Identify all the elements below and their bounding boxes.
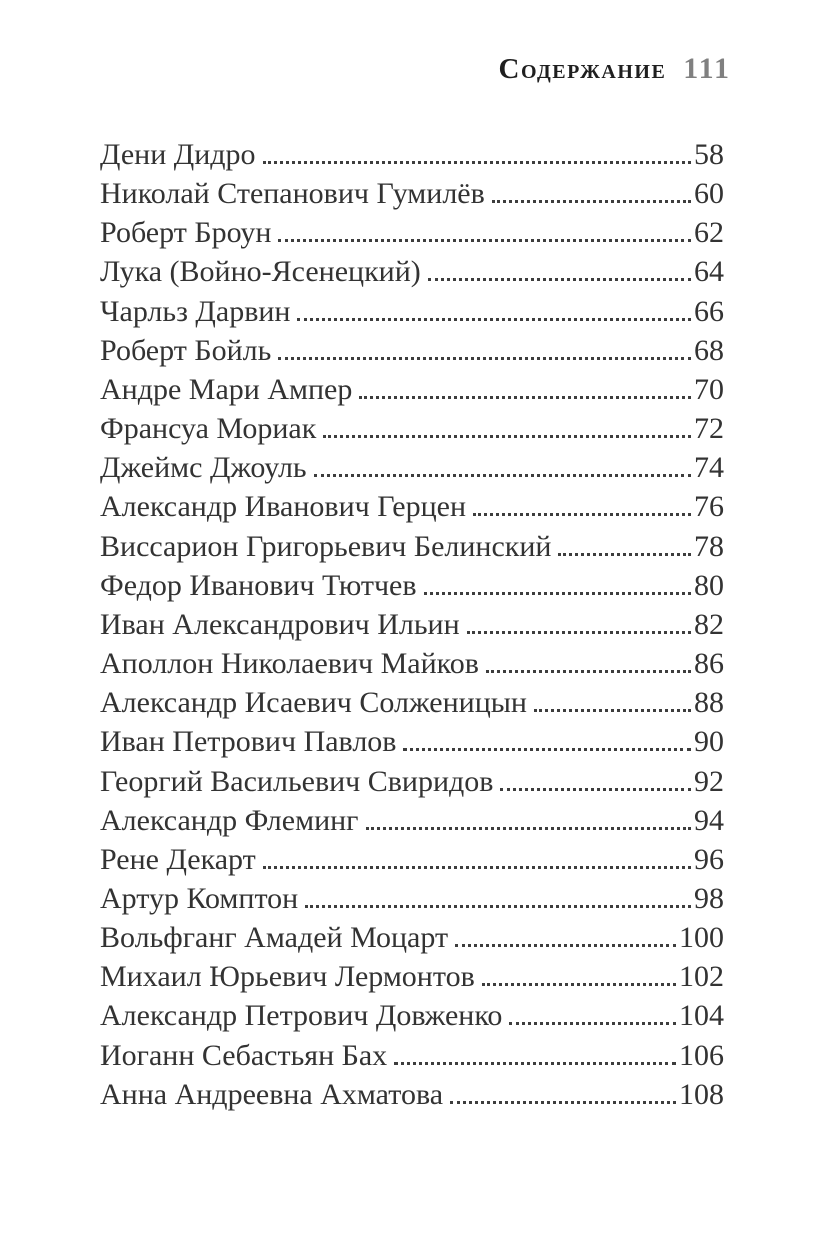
dot-leader [450,1097,676,1104]
toc-entry-title: Иван Александрович Ильин [100,607,460,641]
toc-entry-page: 102 [679,960,724,994]
toc-entry-title: Анна Андреевна Ахматова [100,1077,444,1111]
toc-entry-title: Николай Степанович Гумилёв [100,177,485,211]
dot-leader [492,196,691,203]
toc-entry-title: Рене Декарт [100,842,256,876]
dot-leader [297,314,691,321]
dot-leader [424,588,691,595]
toc-entry[interactable] [100,683,724,722]
toc-entry-title: Федор Иванович Тютчев [100,568,417,602]
toc-entry-title: Чарльз Дарвин [100,294,291,328]
toc-entry-page: 88 [694,686,724,720]
toc-entry[interactable] [100,762,724,801]
toc-entry-page: 100 [679,921,724,955]
toc-entry[interactable] [100,370,724,409]
toc-entry-page: 94 [694,803,724,837]
toc-entry-page: 104 [679,999,724,1033]
page-header-number: 111 [683,52,731,85]
toc-entry-page: 80 [694,568,724,602]
toc-entry[interactable] [100,135,724,174]
toc-entry-page: 108 [679,1077,724,1111]
dot-leader [323,431,691,438]
toc-entry-title: Джеймс Джоуль [100,451,307,485]
toc-entry[interactable] [100,1036,724,1075]
dot-leader [263,157,691,164]
toc-entry-page: 98 [694,881,724,915]
toc-entry-title: Дени Дидро [100,138,256,171]
toc-entry[interactable] [100,957,724,996]
dot-leader [314,470,691,477]
toc-entry-page: 92 [694,764,724,798]
toc-entry-title: Александр Петрович Довженко [100,999,503,1033]
toc-entry-page: 82 [694,607,724,641]
toc-entry[interactable] [100,722,724,761]
toc-entry-title: Роберт Броун [100,216,272,250]
toc-entry-title: Иван Петрович Павлов [100,725,397,759]
dot-leader [359,392,691,399]
toc-entry[interactable] [100,605,724,644]
dot-leader [263,862,691,869]
toc-entry[interactable] [100,292,724,331]
toc-entry[interactable] [100,409,724,448]
toc-entry-title: Артур Комптон [100,881,299,915]
dot-leader [473,509,691,516]
toc-entry[interactable] [100,527,724,566]
toc-entry[interactable] [100,918,724,957]
toc-entry-title: Андре Мари Ампер [100,372,353,406]
toc-entry[interactable] [100,879,724,918]
dot-leader [467,627,691,634]
toc-entry-page: 90 [694,725,724,759]
toc-entry-page: 68 [694,333,724,367]
page-header-title: Содержание [498,53,667,85]
toc-entry-title: Александр Иванович Герцен [100,490,467,524]
toc-entry[interactable] [100,840,724,879]
toc-entry[interactable] [100,213,724,252]
dot-leader [278,353,691,360]
toc-list [100,135,724,1114]
dot-leader [394,1058,676,1065]
toc-entry-title: Михаил Юрьевич Лермонтов [100,960,475,994]
toc-entry[interactable] [100,1075,724,1114]
toc-entry-page: 70 [694,372,724,406]
toc-entry[interactable] [100,487,724,526]
dot-leader [509,1018,676,1025]
toc-entry-page: 74 [694,451,724,485]
toc-entry[interactable] [100,996,724,1035]
toc-entry-page: 78 [694,529,724,563]
toc-entry-page: 76 [694,490,724,524]
dot-leader [482,979,676,986]
toc-entry-title: Александр Флеминг [100,803,359,837]
toc-entry-page: 96 [694,842,724,876]
page-header [100,52,731,86]
toc-entry-page: 106 [679,1038,724,1072]
toc-entry[interactable] [100,801,724,840]
toc-entry-page: 66 [694,294,724,328]
toc-entry-page: 60 [694,177,724,211]
toc-entry-page: 86 [694,647,724,681]
toc-entry-title: Вольфганг Амадей Моцарт [100,921,449,955]
toc-entry-page: 58 [694,138,724,171]
toc-entry-title: Виссарион Григорьевич Белинский [100,529,552,563]
dot-leader [428,274,691,281]
toc-entry-page: 64 [694,255,724,289]
toc-entry-title: Георгий Васильевич Свиридов [100,764,494,798]
toc-entry-title: Александр Исаевич Солженицын [100,686,527,720]
toc-entry[interactable] [100,448,724,487]
dot-leader [278,235,691,242]
dot-leader [305,901,691,908]
toc-entry-title: Франсуа Мориак [100,412,317,446]
dot-leader [455,940,676,947]
toc-entry[interactable] [100,331,724,370]
toc-entry[interactable] [100,252,724,291]
dot-leader [366,823,692,830]
toc-entry[interactable] [100,644,724,683]
toc-entry[interactable] [100,566,724,605]
toc-entry-page: 62 [694,216,724,250]
dot-leader [486,666,691,673]
toc-entry-title: Аполлон Николаевич Майков [100,647,479,681]
dot-leader [403,744,691,751]
toc-entry[interactable] [100,174,724,213]
dot-leader [534,705,691,712]
toc-entry-page: 72 [694,412,724,446]
toc-entry-title: Лука (Войно-Ясенецкий) [100,255,421,289]
dot-leader [500,784,691,791]
toc-entry-title: Иоганн Себастьян Бах [100,1038,388,1072]
toc-entry-title: Роберт Бойль [100,333,272,367]
dot-leader [558,549,691,556]
